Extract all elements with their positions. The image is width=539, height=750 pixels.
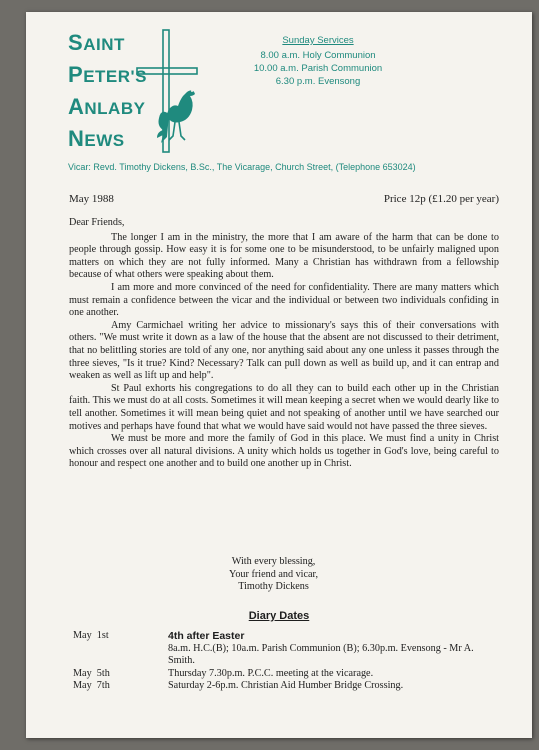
letter-paragraph: St Paul exhorts his congregations to do all they can to build each other up in the Christian faith. This we must do at all costs. Sometimes it will mean keeping a secret when we would dearly like to tell another. Sometimes it will mean being quiet and not speaking of another until we have searched our motives and perhaps have found that what we would have said would not have passed the three sieves. [69,382,499,432]
letter-signoff [229,556,318,594]
issue-price: Price 12p (£1.20 per year) [383,193,499,205]
services-heading: Sunday Services [282,35,354,46]
diary-entry [73,680,493,693]
newsletter-page [26,12,532,738]
vicar-letter [69,217,499,471]
masthead-line-3: ANLABY [68,94,146,119]
letter-paragraph: We must be more and more the family of God in this place. We must find a unity in Christ which crosses over all natural divisions. A unity which holds us together in God's love, being careful to honour and respect one another and to build one another up in Christ. [69,433,499,470]
issue-date: May 1988 [69,193,114,205]
cross-cockerel-icon [129,26,207,154]
letter-paragraph: Amy Carmichael writing her advice to missionary's says this of their conversations with others. "We must write it down as a law of the house that the absent are not discussed to their detriment, that no belittling stories are told of any one, nor anything said about any one unless it passes through the three sieves, "Is it true? Kind? Necessary? Talk can pull down as well as build up, and it can entrap and weaken as well as lift up and help". [69,319,499,382]
diary-text: 8a.m. H.C.(B); 10a.m. Parish Communion (B); 6.30p.m. Evensong - Mr A. Smith. [168,642,474,667]
letter-paragraph: The longer I am in the ministry, the more that I am aware of the harm that can be done to people through gossip. How easy it is for some one to be misunderstood, to be unfairly maligned upon matters on which they are not fully informed. Many a Christian has withdrawn from a fellowship because of what others were speaking about them. [69,231,499,281]
diary-date: May 7th [73,680,110,692]
diary-heading: 4th after Easter [168,630,245,642]
letter-paragraph: I am more and more convinced of the need for confidentiality. There are many matters which must remain a confidence between the vicar and the individual or between two individuals confiding in one another. [69,281,499,319]
masthead-line-4: NEWS [68,126,125,151]
diary-date: May 5th [73,667,110,679]
diary-date: May 1st [73,630,109,641]
sunday-services [238,34,398,88]
diary-text: Thursday 7.30p.m. P.C.C. meeting at the vicarage. [168,667,374,679]
vicar-contact-line: Vicar: Revd. Timothy Dickens, B.Sc., The Vicarage, Church Street, (Telephone 653024) [68,162,416,172]
signoff-line: With every blessing, [231,556,316,567]
signoff-signature: Timothy Dickens [238,581,309,593]
service-item: 6.30 p.m. Evensong [275,76,361,87]
signoff-line: Your friend and vicar, [229,568,319,580]
service-item: 10.00 a.m. Parish Communion [253,63,383,74]
masthead-line-1: SAINT [68,30,125,55]
diary-entry [73,630,493,668]
masthead-line-2: PETER'S [68,62,147,87]
diary-title: Diary Dates [248,610,310,622]
service-item: 8.00 a.m. Holy Communion [260,50,376,61]
diary-entry [73,668,493,681]
issue-line [69,193,499,205]
diary-text: Saturday 2-6p.m. Christian Aid Humber Bridge Crossing. [168,680,404,692]
diary-list [73,630,493,693]
letter-greeting: Dear Friends, [69,217,125,228]
